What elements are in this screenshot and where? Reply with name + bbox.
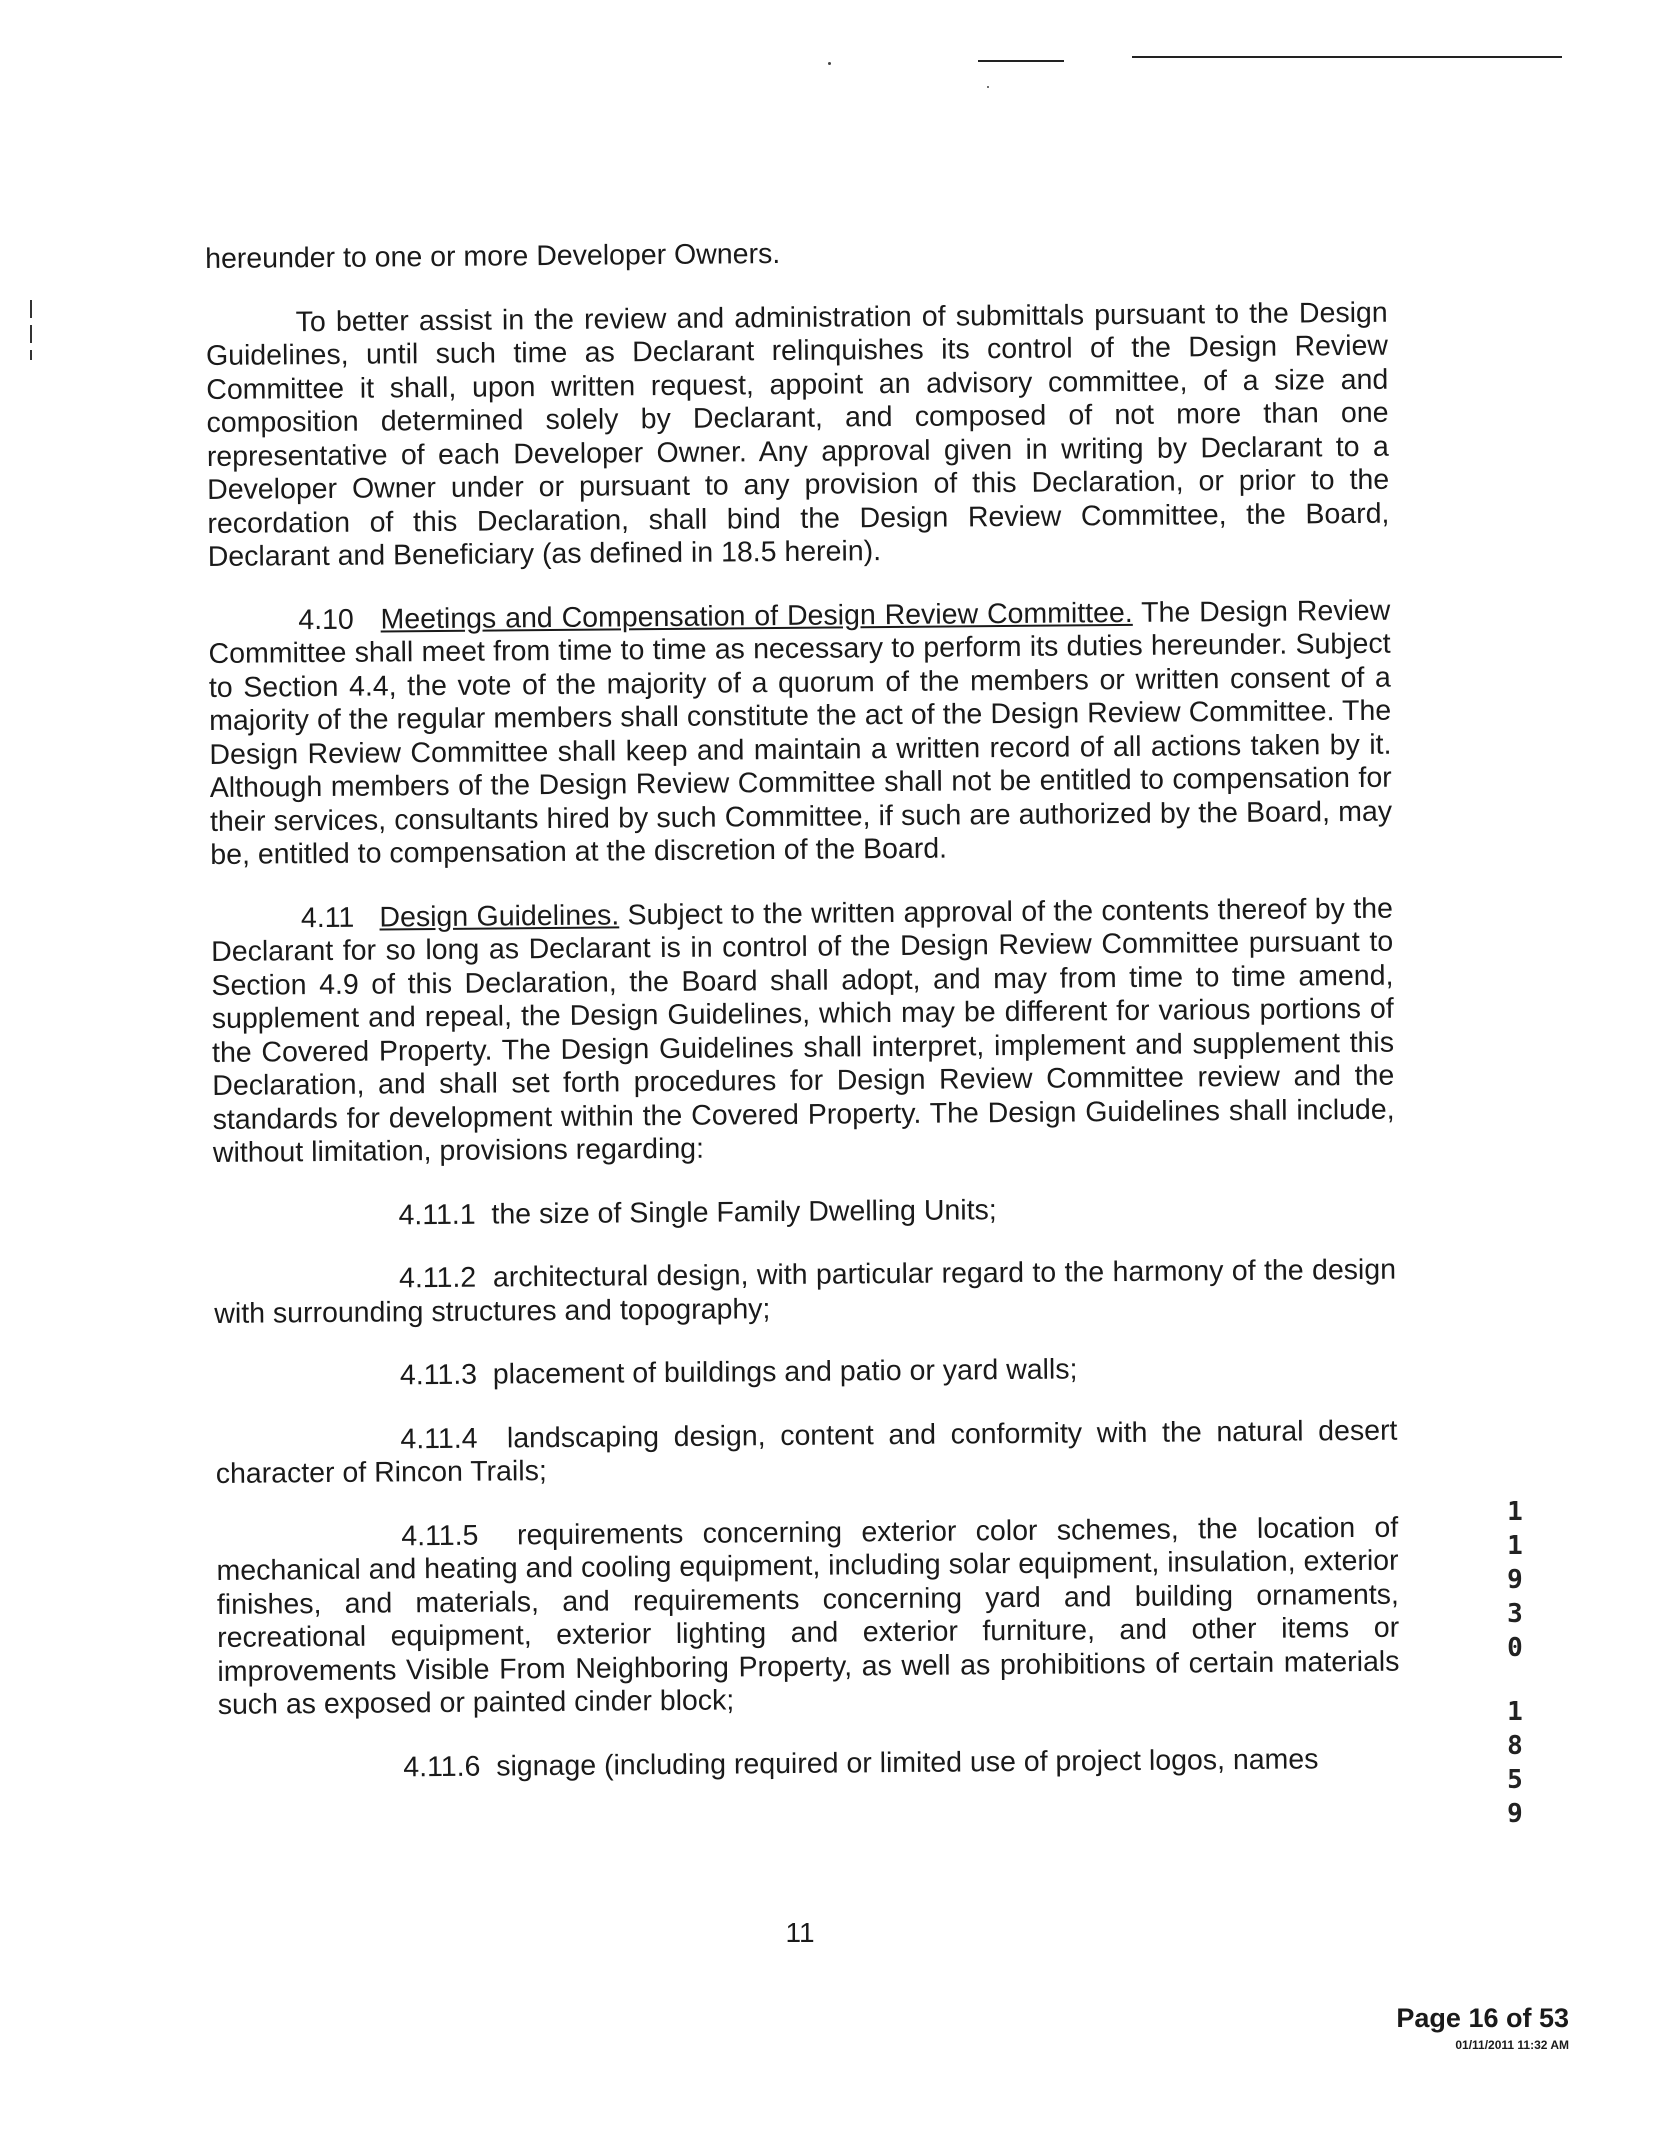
subsection-number: 4.11.5 (401, 1519, 479, 1552)
page-count-label: Page 16 of 53 (1396, 2003, 1569, 2033)
subsection-text: landscaping design, content and conformity with the natural desert character of Rincon Trails; (215, 1414, 1398, 1490)
stamp-digit: 1 (1507, 1531, 1523, 1561)
section-heading: Meetings and Compensation of Design Review Committee. (380, 596, 1133, 635)
subsection-text: placement of buildings and patio or yard walls; (492, 1353, 1078, 1391)
revision-bars (30, 300, 34, 367)
section-number: 4.11 (300, 901, 355, 934)
revision-bar (30, 350, 32, 360)
subsection-4-11-3 (215, 1351, 1397, 1395)
stamp-digit: 0 (1507, 1633, 1523, 1663)
paragraph-advisory-committee: To better assist in the review and administration of submittals pursuant to the Design Guidelines, until such time as Declarant relinquishes its control of the Design Review Committee it shall, upon written request, appoint an advisory committee, of a size and composition determined solely by Declarant, and composed of not more than one representative of each Developer Owner. Any approval given in writing by Declarant to a Developer Owner under or pursuant to any provision of this Declaration, or prior to the recordation of this Declaration, shall bind the Design Review Committee, the Board, Declarant and Beneficiary (as defined in 18.5 herein). (205, 296, 1390, 573)
page-footer (1396, 2003, 1569, 2052)
subsection-4-11-2 (214, 1254, 1397, 1331)
subsection-number: 4.11.6 (403, 1750, 481, 1783)
document-body (205, 233, 1400, 1786)
revision-bar (30, 300, 32, 318)
stamp-digit: 3 (1507, 1599, 1523, 1629)
section-4-11 (211, 892, 1395, 1170)
revision-bar (30, 325, 32, 343)
section-text: The Design Review Committee shall meet from time to time as necessary to perform its duties hereunder. Subject to Section 4.4, the vote of the majority of a quorum of the members or written consent of a majority of the regular members shall constitute the act of the Design Review Committee. The Design Review Committee shall keep and maintain a written record of all actions taken by it. Although members of the Design Review Committee shall not be entitled to compensation for their services, consultants hired by such Committee, if such are authorized by the Board, may be, entitled to compensation at the discretion of the Board. (208, 594, 1393, 871)
subsection-text: requirements concerning exterior color schemes, the location of mechanical and heating and cooling equipment, including solar equipment, insulation, exterior finishes, and materials, and requirements concerning yard and building ornaments, recreational equipment, exterior lighting and exterior furniture, and other items or improvements Visible From Neighboring Property, as well as prohibitions of certain materials such as exposed or painted cinder block; (216, 1511, 1400, 1721)
section-text: Subject to the written approval of the contents thereof by the Declarant for so long as Declarant is in control of the Design Review Committee pursuant to Section 4.9 of this Declaration, the Board shall adopt, and may from time to time amend, supplement and repeal, the Design Guidelines, which may be different for various portions of the Covered Property. The Design Guidelines shall interpret, implement and supplement this Declaration, and shall set forth procedures for Design Review Committee review and the standards for development within the Covered Property. The Design Guidelines shall include, without limitation, provisions regarding: (211, 892, 1395, 1169)
subsection-4-11-6 (218, 1742, 1400, 1786)
subsection-number: 4.11.2 (398, 1261, 477, 1295)
subsection-4-11-1 (213, 1190, 1395, 1234)
subsection-text: architectural design, with particular regard to the harmony of the design with surrounding structures and topography; (214, 1253, 1397, 1330)
subsection-number: 4.11.4 (400, 1422, 478, 1455)
recording-stamp (1500, 1495, 1530, 1831)
subsection-text: signage (including required or limited use of project logos, names (496, 1742, 1319, 1783)
print-timestamp: 01/11/2011 11:32 AM (1455, 2038, 1569, 2052)
stamp-digit: 1 (1507, 1497, 1523, 1527)
stamp-gap (1500, 1665, 1530, 1695)
stamp-digit: 5 (1507, 1765, 1523, 1795)
header-rule-long (1132, 56, 1562, 58)
section-heading: Design Guidelines. (379, 898, 620, 934)
stamp-digit: 9 (1507, 1565, 1523, 1595)
paragraph-continuation: hereunder to one or more Developer Owners. (205, 237, 781, 275)
header-rule-short (978, 60, 1064, 62)
subsection-number: 4.11.3 (399, 1358, 478, 1392)
scan-mark (987, 86, 989, 88)
subsection-4-11-4 (215, 1414, 1398, 1491)
stamp-digit: 8 (1507, 1731, 1523, 1761)
subsection-text: the size of Single Family Dwelling Units; (491, 1193, 997, 1231)
section-4-10 (208, 594, 1392, 872)
page-number: 11 (785, 1917, 815, 1948)
section-number: 4.10 (298, 603, 354, 636)
subsection-4-11-5 (216, 1511, 1400, 1722)
subsection-number: 4.11.1 (398, 1198, 476, 1231)
stamp-digit: 1 (1507, 1697, 1523, 1727)
stamp-digit: 9 (1507, 1799, 1523, 1829)
scan-mark (828, 62, 831, 65)
